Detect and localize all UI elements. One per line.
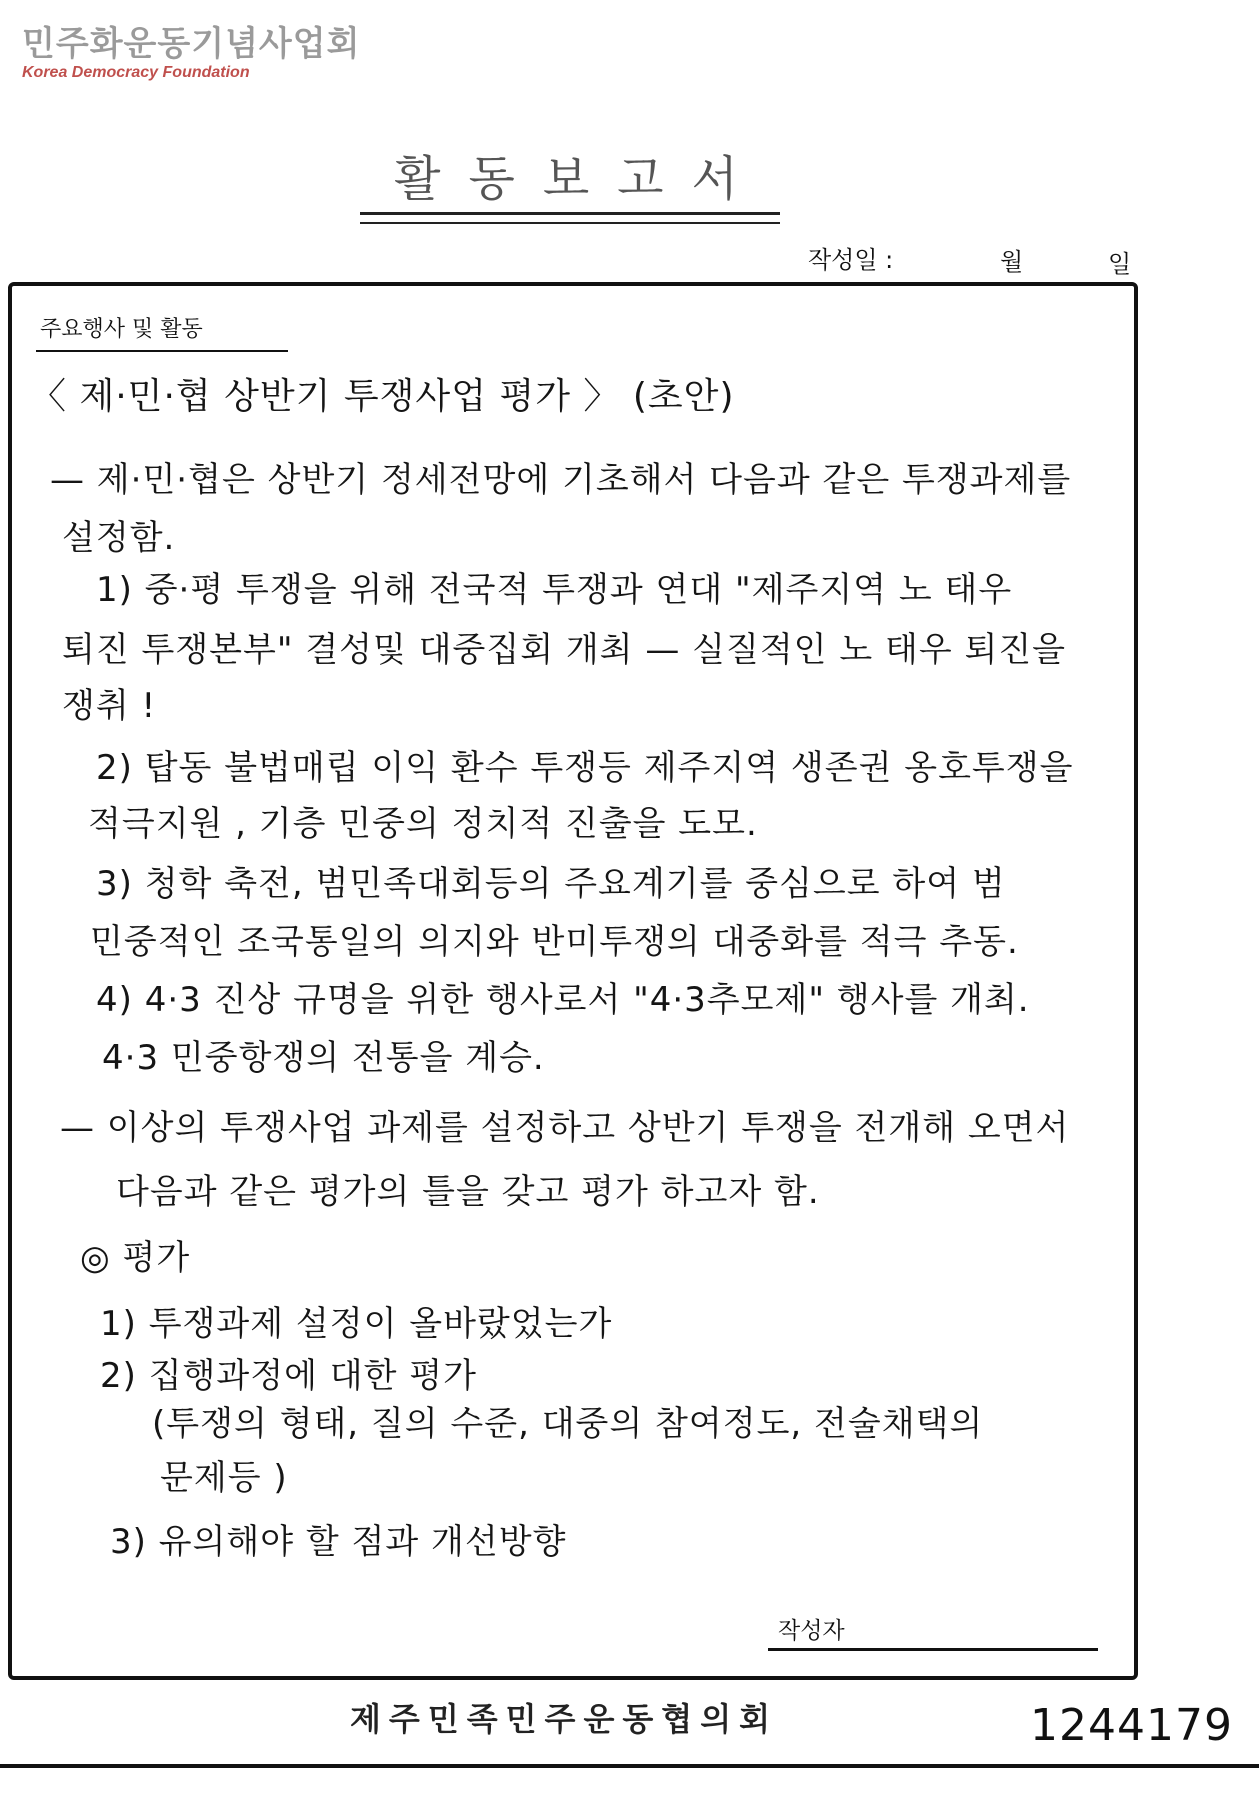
title-underline (360, 212, 780, 215)
date-label: 작성일 : (808, 246, 894, 274)
body-line: 4) 4·3 진상 규명을 위한 행사로서 "4·3추모제" 행사를 개최. (96, 980, 1030, 1020)
body-line: 1) 중·평 투쟁을 위해 전국적 투쟁과 연대 "제주지역 노 태우 (96, 570, 1013, 610)
body-line: 2) 탑동 불법매립 이익 환수 투쟁등 제주지역 생존권 옹호투쟁을 (96, 748, 1074, 788)
evaluation-item-detail: (투쟁의 형태, 질의 수준, 대중의 참여정도, 전술채택의 (152, 1404, 984, 1444)
evaluation-heading: ◎ 평가 (80, 1238, 191, 1278)
footer-organization: 제주민족민주운동협의회 (350, 1700, 779, 1738)
evaluation-item-detail: 문제등 ) (160, 1458, 288, 1498)
body-line: 쟁취 ! (62, 686, 157, 726)
date-month: 월 (1000, 248, 1024, 276)
author-signature-line (768, 1648, 1098, 1651)
body-line: 퇴진 투쟁본부" 결성및 대중집회 개최 — 실질적인 노 태우 퇴진을 (62, 630, 1067, 670)
body-line: — 이상의 투쟁사업 과제를 설정하고 상반기 투쟁을 전개해 오면서 (60, 1108, 1070, 1148)
body-line: 적극지원 , 기층 민중의 정치적 진출을 도모. (88, 804, 758, 844)
section-label: 주요행사 및 활동 (40, 317, 203, 342)
watermark-korean: 민주화운동기념사업회 (22, 24, 361, 64)
body-line: 설정함. (62, 518, 176, 558)
evaluation-item: 2) 집행과정에 대한 평가 (100, 1356, 477, 1396)
body-line: 4·3 민중항쟁의 전통을 계승. (102, 1038, 545, 1078)
page-title: 활동보고서 (394, 151, 766, 207)
report-heading: 〈 제·민·협 상반기 투쟁사업 평가 〉 (초안) (30, 376, 735, 417)
body-line: 3) 청학 축전, 범민족대회등의 주요계기를 중심으로 하여 범 (96, 864, 1006, 904)
author-label: 작성자 (778, 1618, 845, 1644)
bottom-rule (0, 1764, 1259, 1768)
evaluation-item: 1) 투쟁과제 설정이 올바랐었는가 (100, 1304, 613, 1344)
document-number: 1244179 (1030, 1700, 1233, 1751)
evaluation-item: 3) 유의해야 할 점과 개선방향 (110, 1522, 567, 1562)
watermark-english: Korea Democracy Foundation (22, 64, 250, 81)
body-line: — 제·민·협은 상반기 정세전망에 기초해서 다음과 같은 투쟁과제를 (50, 460, 1072, 500)
body-line: 민중적인 조국통일의 의지와 반미투쟁의 대중화를 적극 추동. (90, 922, 1019, 962)
body-line: 다음과 같은 평가의 틀을 갖고 평가 하고자 함. (116, 1172, 820, 1212)
section-underline (36, 350, 288, 352)
title-underline-double (360, 222, 780, 224)
date-day: 일 (1108, 250, 1132, 278)
